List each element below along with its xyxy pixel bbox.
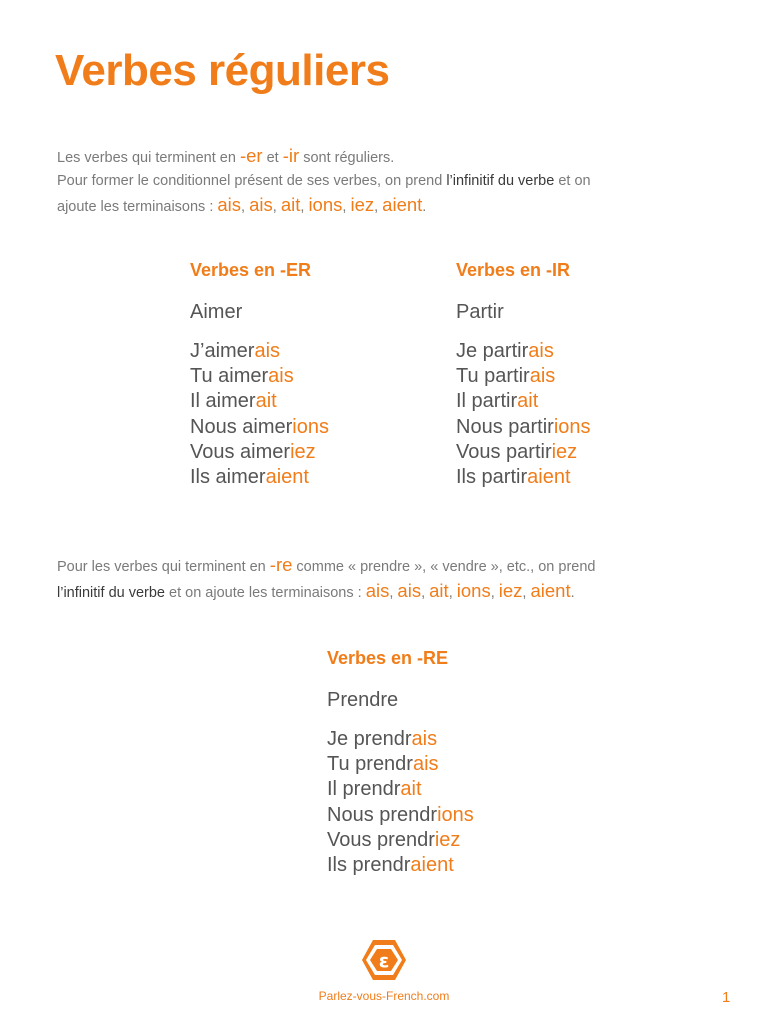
site-name: Parlez-vous-French.com xyxy=(318,989,450,1003)
separator: , xyxy=(300,199,309,215)
stem: Il partir xyxy=(456,390,518,413)
ending-re: -re xyxy=(269,554,293,575)
separator: , xyxy=(374,199,383,215)
stem: Ils prendr xyxy=(327,853,411,876)
stem: Nous partir xyxy=(456,415,554,438)
ending: ais xyxy=(254,340,281,362)
stem: Ils partir xyxy=(456,465,528,488)
separator: , xyxy=(389,585,398,601)
stem: Vous aimer xyxy=(190,440,291,463)
infinitive-verb: Prendre xyxy=(327,689,399,711)
infinitive-label: l’infinitif du verbe xyxy=(446,173,555,189)
intro-text: sont réguliers. xyxy=(299,150,395,166)
ending: iez xyxy=(290,440,316,463)
intro-text: Pour former le conditionnel présent de ses verbes, on prend xyxy=(57,173,447,189)
stem: Vous prendr xyxy=(327,828,435,851)
stem: J’aimer xyxy=(190,340,255,362)
ending: ions xyxy=(437,803,474,826)
column-heading: Verbes en -ER xyxy=(190,260,312,280)
ending: ais xyxy=(528,340,554,362)
intro-text: ajoute les terminaisons : xyxy=(57,199,218,215)
conjugation-line xyxy=(456,364,676,389)
separator: , xyxy=(241,199,250,215)
ending: ions xyxy=(553,415,591,438)
ending: ait xyxy=(517,390,539,413)
period: . xyxy=(570,585,575,601)
hexagon-epsilon-logo-icon xyxy=(360,937,408,983)
intro-text: et xyxy=(262,150,283,166)
ending: ais xyxy=(217,194,242,215)
intro-line-2 xyxy=(57,170,697,193)
conjugation-line xyxy=(327,828,547,853)
infinitive-verb: Partir xyxy=(456,301,504,323)
ending: aient xyxy=(265,465,309,488)
conjugation-line xyxy=(327,777,547,802)
ending: ais xyxy=(397,580,422,601)
ending: ais xyxy=(365,580,390,601)
ending: iez xyxy=(434,828,461,851)
intro-text: et on xyxy=(554,173,591,189)
stem: Ils aimer xyxy=(190,465,266,488)
intro-line-1 xyxy=(57,144,697,170)
ending: iez xyxy=(350,194,375,215)
conjugation-line xyxy=(190,339,410,364)
para2-line-2 xyxy=(57,579,717,605)
conjugation-list xyxy=(456,339,676,490)
stem: Tu prendr xyxy=(327,753,413,776)
para-text: et on ajoute les terminaisons : xyxy=(165,585,366,601)
conjugation-line xyxy=(327,752,547,777)
separator: , xyxy=(272,199,281,215)
conjugation-line xyxy=(327,803,547,828)
conjugation-line xyxy=(456,339,676,364)
conjugation-column-re xyxy=(327,645,547,878)
conjugation-line xyxy=(190,440,410,465)
ending: ions xyxy=(308,194,343,215)
stem: Je prendr xyxy=(327,728,412,750)
separator: , xyxy=(342,199,351,215)
ending: ait xyxy=(255,390,277,413)
ending-er: -er xyxy=(239,145,263,166)
stem: Tu aimer xyxy=(190,365,269,388)
ending: ait xyxy=(400,778,422,801)
infinitive-verb: Aimer xyxy=(190,301,243,323)
ending: ions xyxy=(292,415,329,438)
stem: Tu partir xyxy=(456,365,530,388)
intro-line-3 xyxy=(57,193,697,219)
separator: , xyxy=(522,585,531,601)
ending: iez xyxy=(551,440,578,463)
conjugation-line xyxy=(190,415,410,440)
ending: aient xyxy=(410,853,454,876)
re-verbs-paragraph xyxy=(57,553,717,605)
conjugation-line xyxy=(456,465,676,490)
conjugation-list xyxy=(327,727,547,878)
conjugation-line xyxy=(327,853,547,878)
ending: ais xyxy=(412,753,439,776)
ending: ais xyxy=(249,194,273,215)
stem: Je partir xyxy=(456,340,529,362)
separator: , xyxy=(490,585,499,601)
infinitive-label: l’infinitif du verbe xyxy=(57,585,165,601)
conjugation-line xyxy=(190,364,410,389)
conjugation-line xyxy=(456,389,676,414)
ending: aient xyxy=(527,465,571,488)
stem: Nous aimer xyxy=(190,415,293,438)
separator: , xyxy=(448,585,457,601)
conjugation-line xyxy=(190,465,410,490)
ending: ais xyxy=(268,365,294,388)
conjugation-column-er xyxy=(190,257,410,490)
stem: Il aimer xyxy=(190,390,256,413)
ending: ais xyxy=(411,728,438,750)
conjugation-line xyxy=(456,415,676,440)
ending-ir: -ir xyxy=(282,145,300,166)
ending: ait xyxy=(280,194,301,215)
stem: Il prendr xyxy=(327,778,401,801)
conjugation-line xyxy=(190,389,410,414)
stem: Vous partir xyxy=(456,440,552,463)
intro-text: Les verbes qui terminent en xyxy=(57,150,240,166)
page-title: Verbes réguliers xyxy=(55,46,390,95)
ending: ions xyxy=(456,580,491,601)
ending: iez xyxy=(498,580,523,601)
page-number: 1 xyxy=(722,989,731,1006)
para2-line-1 xyxy=(57,553,717,579)
conjugation-line xyxy=(327,727,547,752)
para-text: Pour les verbes qui terminent en xyxy=(57,559,270,575)
conjugation-column-ir xyxy=(456,257,676,490)
ending: aient xyxy=(530,580,571,601)
ending: aient xyxy=(382,194,423,215)
conjugation-list xyxy=(190,339,410,490)
logo-glyph: ε xyxy=(378,950,390,972)
column-heading: Verbes en -RE xyxy=(327,648,449,668)
column-heading: Verbes en -IR xyxy=(456,260,571,280)
stem: Nous prendr xyxy=(327,803,438,826)
period: . xyxy=(422,199,427,215)
separator: , xyxy=(421,585,430,601)
intro-paragraph xyxy=(57,144,697,219)
para-text: comme « prendre », « vendre », etc., on prend xyxy=(292,559,596,575)
ending: ait xyxy=(429,580,449,601)
ending: ais xyxy=(529,365,556,388)
conjugation-line xyxy=(456,440,676,465)
